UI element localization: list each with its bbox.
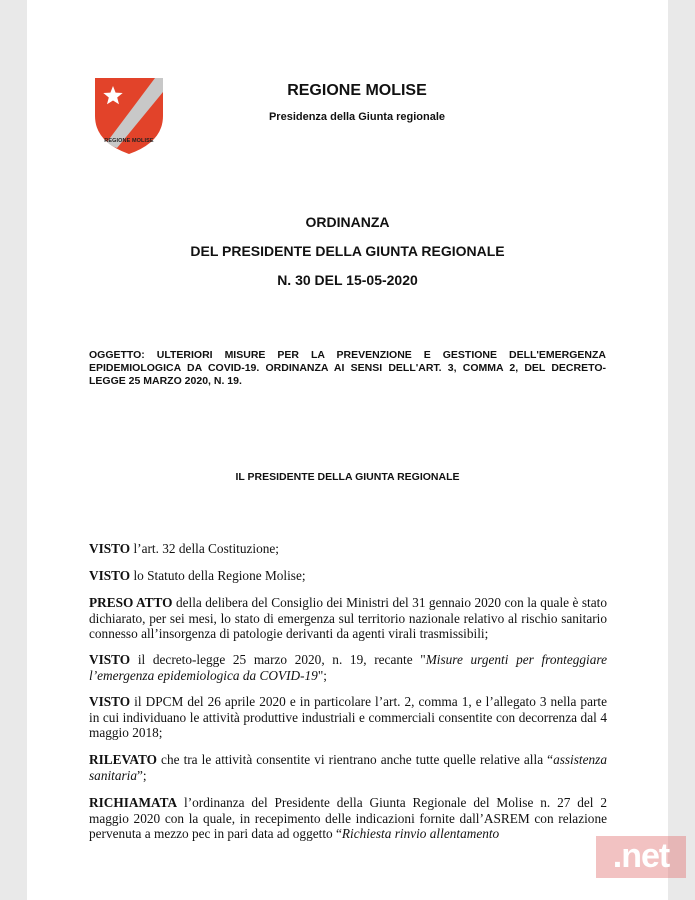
paragraph-italic: assistenza sanitaria xyxy=(89,752,607,783)
paragraph-lead: VISTO xyxy=(89,541,131,556)
paragraph-richiamata xyxy=(89,795,607,842)
paragraph-italic: Richiesta rinvio allentamento xyxy=(341,826,500,841)
site-watermark: .net xyxy=(596,836,686,878)
regione-molise-logo xyxy=(93,76,165,156)
paragraph-tail: "; xyxy=(317,667,327,683)
paragraph-lead: VISTO xyxy=(89,652,131,667)
document-page xyxy=(27,0,668,900)
paragraph-text: che tra le attività consentite vi rientrano anche tutte quelle relative alla “ xyxy=(157,752,554,767)
paragraph-visto-statuto xyxy=(89,568,607,584)
paragraph-italic: Misure urgenti per fronteggiare l’emergenza epidemiologica da COVID-19 xyxy=(89,652,607,683)
paragraph-visto-dpcm xyxy=(89,694,607,741)
paragraph-preso-atto xyxy=(89,595,607,642)
paragraph-lead: RILEVATO xyxy=(89,752,157,767)
paragraph-text: della delibera del Consiglio dei Ministri del 31 gennaio 2020 con la quale è stato dichiarato, per sei mesi, lo stato di emergenza sul territorio nazionale relativo al rischio sanitario connesso all’insorgenza di patologie derivanti da agenti virali trasmissibili; xyxy=(89,595,607,641)
paragraph-lead: RICHIAMATA xyxy=(89,795,178,810)
paragraph-text: l’ordinanza del Presidente della Giunta Regionale del Molise n. 27 del 2 maggio 2020 con la quale, in recepimento delle indicazioni fornite dall’ASREM con relazione pervenuta a mezzo pec in pari data ad oggetto “ xyxy=(89,795,607,841)
logo-caption: REGIONE MOLISE xyxy=(104,138,154,144)
ordinanza-title: ORDINANZA xyxy=(305,214,390,230)
paragraph-tail: ”; xyxy=(137,767,147,783)
paragraph-text: lo Statuto della Regione Molise; xyxy=(130,568,306,583)
paragraph-lead: VISTO xyxy=(89,694,131,709)
header-title: REGIONE MOLISE xyxy=(287,82,427,99)
ordinanza-number: N. 30 DEL 15-05-2020 xyxy=(277,272,418,288)
paragraph-text: il DPCM del 26 aprile 2020 e in particolare l’art. 2, comma 1, e l’allegato 3 nella parte in cui individuano le attività produttive industriali e commerciali consentite con decorrenza dal 4 maggio 2018; xyxy=(89,694,607,740)
paragraph-lead: VISTO xyxy=(89,568,131,583)
paragraph-lead: PRESO ATTO xyxy=(89,595,173,610)
paragraph-rilevato xyxy=(89,752,607,783)
president-heading: IL PRESIDENTE DELLA GIUNTA REGIONALE xyxy=(235,471,460,483)
paragraph-text: l’art. 32 della Costituzione; xyxy=(130,541,279,556)
paragraph-text: il decreto-legge 25 marzo 2020, n. 19, recante " xyxy=(130,652,426,667)
oggetto-text: OGGETTO: ULTERIORI MISURE PER LA PREVENZIONE E GESTIONE DELL'EMERGENZA EPIDEMIOLOGICA DA COVID-19. ORDINANZA AI SENSI DELL'ART. 3, COMMA 2, DEL DECRETO-LEGGE 25 MARZO 2020, N. 19. xyxy=(89,349,606,387)
ordinanza-issuer: DEL PRESIDENTE DELLA GIUNTA REGIONALE xyxy=(190,243,505,259)
paragraph-visto-costituzione xyxy=(89,541,607,557)
paragraph-visto-decreto xyxy=(89,652,607,683)
header-subtitle: Presidenza della Giunta regionale xyxy=(268,111,446,123)
